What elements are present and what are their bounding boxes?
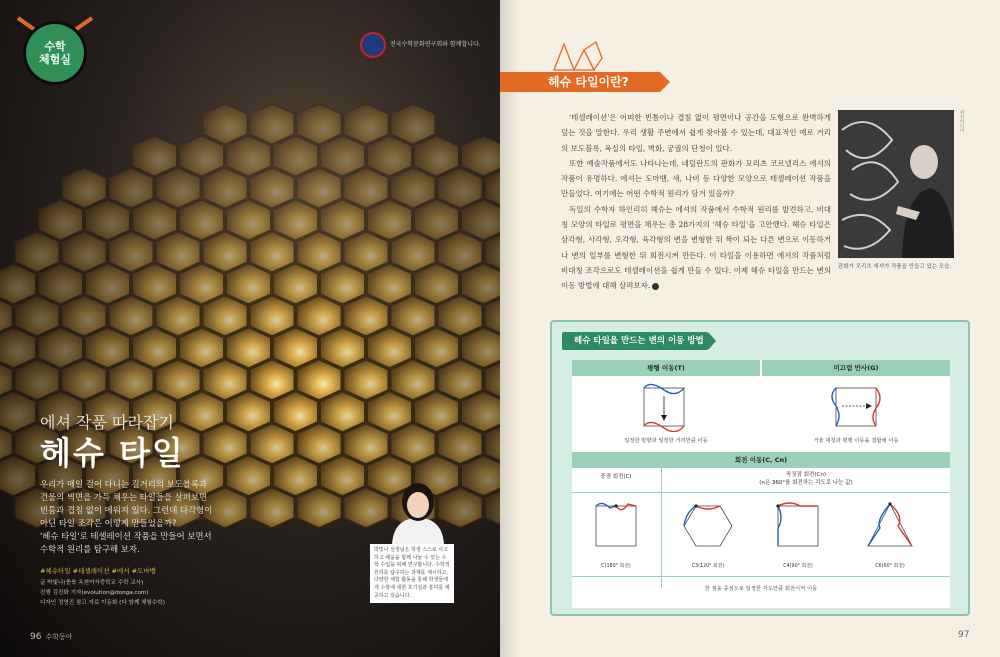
translation-heading: 평행 이동(T) [572, 360, 760, 376]
vertex-rotation-note: (n은 360°를 회전하는 각도로 나눈 값) [759, 480, 853, 486]
hex-tile [297, 168, 342, 209]
diagram-grid [572, 360, 950, 608]
hex-tile [344, 168, 389, 209]
paragraph [561, 202, 831, 294]
article-title: 헤슈 타일 [40, 434, 185, 472]
hex-tile [132, 328, 177, 369]
hex-tile [179, 264, 224, 305]
intro-line: 우리가 매일 걸어 다니는 길거리의 보도블록과 [40, 479, 208, 489]
hex-tile [203, 423, 248, 464]
intro-text [40, 478, 258, 556]
hex-tile [203, 168, 248, 209]
hex-tile [38, 200, 83, 241]
hex-tile [156, 232, 201, 273]
hex-tile [226, 200, 271, 241]
hex-tile [226, 264, 271, 305]
hex-tile [320, 200, 365, 241]
rotation-c4-diagram [770, 498, 826, 554]
hex-tile [391, 168, 436, 209]
hex-tile [250, 296, 295, 337]
hex-tile [250, 232, 295, 273]
hex-tile [132, 136, 177, 177]
photo-credit: 위키미디어 [959, 110, 964, 133]
hex-tile [109, 360, 154, 401]
hex-tile [179, 392, 224, 433]
hex-tile [367, 200, 412, 241]
divider [572, 492, 950, 493]
hex-tile [320, 264, 365, 305]
hex-tile [273, 136, 318, 177]
glide-caption: 거울 대칭과 평행 이동을 결합해 이동 [813, 438, 899, 444]
intro-line: '헤슈 타일'로 테셀레이션 작품을 만들어 보면서 [40, 531, 212, 541]
label-c6: C6(60° 회전) [875, 564, 905, 569]
rotation-c-diagram [590, 500, 642, 552]
label-c4: C4(90° 회전) [783, 564, 813, 569]
rotation-heading: 회전 이동(C, Cn) [572, 452, 950, 468]
hex-tile [179, 200, 224, 241]
hex-tile [15, 360, 60, 401]
hex-tile [438, 232, 483, 273]
hex-tile [132, 200, 177, 241]
hex-tile [132, 264, 177, 305]
org-text: 전국수학문화연구회와 함께합니다. [390, 41, 481, 48]
hex-tile [226, 328, 271, 369]
hashtags: #헤슈타일 #테셀레이션 #에셔 #도마뱀 [40, 567, 156, 575]
hex-tile [85, 200, 130, 241]
hex-tile [414, 200, 459, 241]
hex-tile [297, 487, 342, 528]
body-text [561, 110, 831, 294]
hex-tile [320, 328, 365, 369]
hex-tile [414, 328, 459, 369]
hex-tile [344, 232, 389, 273]
hex-tile [226, 136, 271, 177]
translation-diagram [636, 382, 696, 432]
page-number: 96 [30, 632, 42, 642]
hex-tile [273, 328, 318, 369]
hex-tile [250, 360, 295, 401]
hex-tile [273, 455, 318, 496]
badge-line-1: 수학 [44, 40, 66, 53]
hex-tile [391, 232, 436, 273]
hex-tile [156, 360, 201, 401]
hex-tile [414, 264, 459, 305]
hex-tile [391, 360, 436, 401]
hex-tile [62, 168, 107, 209]
hex-tile [344, 360, 389, 401]
hex-tile [203, 360, 248, 401]
hex-tile [297, 360, 342, 401]
hex-tile [320, 455, 365, 496]
hex-tile [438, 360, 483, 401]
hex-tile [273, 200, 318, 241]
hex-tile [156, 168, 201, 209]
badge-line-2: 체험실 [39, 53, 71, 66]
rotation-c3-diagram [680, 498, 736, 554]
article-subtitle: 에셔 작품 따라잡기 [40, 413, 174, 432]
translation-caption: 일정한 방향과 일정한 거리만큼 이동 [624, 438, 708, 444]
glide-heading: 미끄럼 반사(G) [762, 360, 950, 376]
diagram-panel [550, 320, 970, 616]
hex-tile [85, 264, 130, 305]
center-rotation-heading: 중점 회전(C) [600, 474, 632, 480]
credit-line: 글 박빛나(충북 옥천여자중학교 수학 교사) [40, 580, 144, 586]
photo-caption: 판화가 모리츠 에셔가 작품을 만들고 있는 모습. [838, 264, 952, 270]
author-caption: 박빛나 선생님은 학생 스스로 사고하고 배움을 함께 나눌 수 있는 수학 수업을 위해 연구합니다. 수학적 원리를 탐구하는 과제를 제시하고, 다양한 체험 활동을 통해 학생들에게 수학에 대한 호기심과 흥미를 제공하고 있습니다. [370, 544, 454, 603]
hex-tile [38, 264, 83, 305]
intro-line: 빈틈과 겹침 없이 메워져 있다. 그런데 다각형이 [40, 505, 213, 515]
page-footer-left [30, 632, 73, 642]
hex-tile [297, 104, 342, 145]
hex-tile [273, 264, 318, 305]
hex-tile [391, 423, 436, 464]
rotation-c6-diagram [862, 498, 918, 554]
hex-tile [203, 232, 248, 273]
hex-tile [38, 328, 83, 369]
section-title: 헤슈 타일이란? [500, 72, 660, 92]
intro-line: 수학적 원리를 탐구해 보자. [40, 544, 140, 554]
hex-tile [109, 168, 154, 209]
hex-tile [320, 392, 365, 433]
hex-tile [109, 232, 154, 273]
escher-photo [838, 110, 954, 258]
hex-tile [85, 328, 130, 369]
hex-tile [15, 232, 60, 273]
hex-tile [367, 264, 412, 305]
hex-tile [179, 136, 224, 177]
hex-tile [438, 423, 483, 464]
label-c180: C(180° 회전) [601, 564, 631, 569]
hex-tile [15, 296, 60, 337]
hex-tile [297, 423, 342, 464]
hex-tile [438, 296, 483, 337]
right-page [500, 0, 1000, 657]
hex-tile [62, 296, 107, 337]
end-mark-icon [652, 283, 659, 290]
hex-tile [250, 104, 295, 145]
panel-title: 헤슈 타일을 만드는 변의 이동 방법 [562, 332, 708, 350]
hex-tile [344, 296, 389, 337]
hex-tile [156, 296, 201, 337]
hex-tile [438, 168, 483, 209]
hex-tile [414, 136, 459, 177]
hex-tile [273, 392, 318, 433]
hex-tile [250, 423, 295, 464]
hex-tile [367, 392, 412, 433]
hex-tile [320, 136, 365, 177]
credit-line: 진행 김진화 기자(evolution@donga.com) [40, 590, 149, 596]
hex-tile [109, 296, 154, 337]
hex-tile [179, 328, 224, 369]
hex-tile [62, 360, 107, 401]
hex-tile [203, 296, 248, 337]
hex-tile [344, 104, 389, 145]
geometric-fox-icon [550, 40, 606, 74]
page-number: 97 [958, 630, 970, 640]
label-c3: C3(120° 회전) [691, 564, 725, 569]
hex-tile [297, 296, 342, 337]
vertex-rotation-heading: 꼭짓점 회전(Cn) [786, 472, 826, 478]
partner-org [360, 32, 490, 58]
divider [661, 468, 662, 588]
glide-reflection-diagram [826, 382, 886, 432]
page-gutter-shadow [500, 0, 520, 657]
author-photo [382, 478, 454, 544]
hex-tile [391, 296, 436, 337]
intro-line: 건물의 벽면을 가득 채우는 타일들을 살펴보면 [40, 492, 208, 502]
hex-tile [344, 423, 389, 464]
hex-tile [250, 168, 295, 209]
paragraph: 또한 예술작품에서도 나타나는데, 네덜란드의 판화가 모리츠 코르넬리스 에셔의 작품이 유명하다. 에셔는 도마뱀, 새, 나비 등 다양한 모양으로 테셀레이션 작품을 만들었다. 여기에는 어떤 수학적 원리가 담겨 있을까? [561, 158, 831, 199]
section-badge [26, 24, 84, 82]
paragraph-text: 독일의 수학자 하인리히 헤슈는 에셔의 작품에서 수학적 원리를 발견하고, 비대칭 모양의 타일로 평면을 채우는 총 28가지의 '헤슈 타일'을 고안했다. 헤슈 타일은 삼각형, 사각형, 오각형, 육각형의 변을 변형한 뒤 짝이 되는 다른 변으로 이동하거나 변의 일부를 변형한 뒤 회전시켜 만든다. 이 타일을 이용하면 에셔의 작품처럼 비대칭 조각으로도 테셀레이션을 쉽게 만들 수 있다. 이제 헤슈 타일을 만드는 변의 이동 방법에 대해 살펴보자. [561, 204, 831, 291]
intro-line: 아닌 타일 조각은 어떻게 만들었을까? [40, 518, 177, 528]
hex-tile [297, 232, 342, 273]
credits [40, 578, 165, 608]
hex-tile [203, 104, 248, 145]
divider [572, 576, 950, 577]
hex-tile [62, 232, 107, 273]
credit-line: 디자인 정영진 참고 자료 이동화 (다 함께 체험수학) [40, 600, 165, 606]
hex-tile [226, 392, 271, 433]
hex-tile [367, 328, 412, 369]
paragraph: '테셀레이션'은 어떠한 빈틈이나 겹침 없이 평면이나 공간을 도형으로 완벽하게 덮는 것을 말한다. 우리 생활 주변에서 쉽게 찾아볼 수 있는데, 대표적인 예로 거리의 보도블록, 욕실의 타일, 벽화, 궁궐의 단청이 있다. [561, 113, 831, 153]
hex-tile [391, 104, 436, 145]
magazine-name: 수학동아 [45, 633, 73, 641]
hex-tile [414, 392, 459, 433]
rotation-caption: 한 점을 중심으로 일정한 각도만큼 회전시켜 이동 [704, 586, 818, 592]
hex-tile [367, 136, 412, 177]
org-logo-icon [360, 32, 386, 58]
